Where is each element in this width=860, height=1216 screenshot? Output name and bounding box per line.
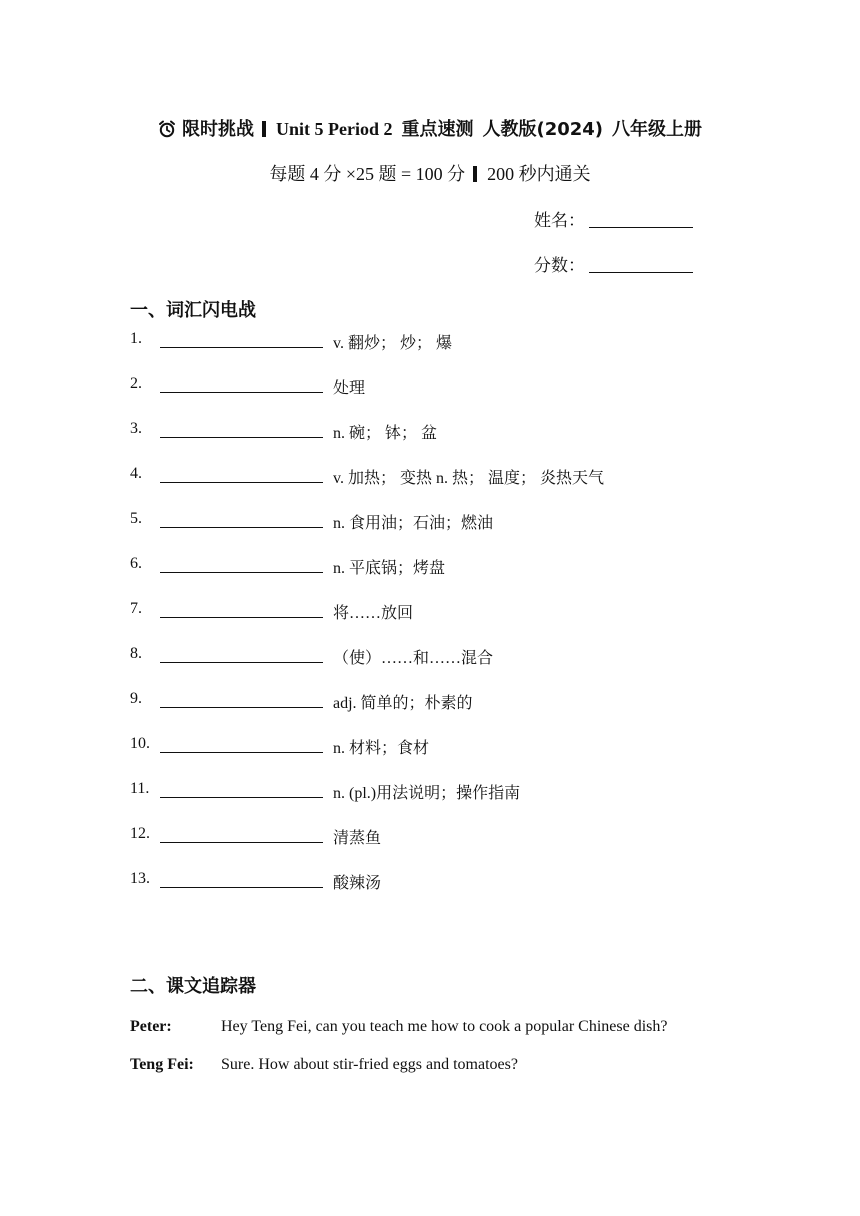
score-label: 分数： — [534, 256, 585, 276]
definition: adj. 简单的；朴素的 — [333, 695, 473, 712]
section-title: 二、课文追踪器 — [130, 976, 256, 997]
definition: n. 食用油；石油；燃油 — [333, 515, 494, 532]
answer-blank[interactable] — [160, 600, 323, 618]
vocab-item — [130, 375, 770, 420]
answer-blank[interactable] — [160, 645, 323, 663]
item-number: 13. — [130, 870, 150, 887]
name-field — [534, 206, 693, 231]
vocab-item — [130, 690, 770, 735]
scoring-rule — [0, 160, 860, 186]
definition: n. 材料；食材 — [333, 740, 430, 757]
item-number: 4. — [130, 465, 142, 482]
vocab-item — [130, 330, 770, 375]
answer-blank[interactable] — [160, 690, 323, 708]
line-text: Hey Teng Fei, can you teach me how to cook a popular Chinese dish? — [221, 1018, 668, 1035]
alarm-clock-icon — [158, 120, 176, 138]
definition: n. 平底锅；烤盘 — [333, 560, 446, 577]
speaker: Peter: — [130, 1018, 172, 1035]
definition: （使）……和……混合 — [333, 650, 494, 667]
unit-label: Unit 5 Period 2 — [275, 119, 393, 139]
vocab-list — [130, 330, 770, 915]
answer-blank[interactable] — [160, 420, 323, 438]
time-limit: 200 秒内通关 — [487, 164, 591, 184]
score-blank[interactable] — [589, 256, 693, 273]
definition: v. 翻炒； 炒； 爆 — [333, 335, 452, 352]
item-number: 9. — [130, 690, 142, 707]
name-blank[interactable] — [589, 211, 693, 228]
definition: n. 碗； 钵； 盆 — [333, 425, 438, 442]
definition: 清蒸鱼 — [333, 830, 382, 847]
answer-blank[interactable] — [160, 510, 323, 528]
answer-blank[interactable] — [160, 465, 323, 483]
line-text: Sure. How about stir-fried eggs and tomatoes? — [221, 1056, 518, 1073]
definition: n. (pl.)用法说明；操作指南 — [333, 785, 521, 802]
separator-bar — [262, 121, 266, 137]
speaker: Teng Fei: — [130, 1056, 194, 1073]
definition: v. 加热； 变热 n. 热； 温度； 炎热天气 — [333, 470, 604, 487]
vocab-item — [130, 870, 770, 915]
vocab-item — [130, 555, 770, 600]
definition: 酸辣汤 — [333, 875, 382, 892]
challenge-label: 限时挑战 — [181, 119, 254, 140]
vocab-item — [130, 465, 770, 510]
vocab-item — [130, 645, 770, 690]
item-number: 1. — [130, 330, 142, 347]
item-number: 12. — [130, 825, 150, 842]
vocab-item — [130, 600, 770, 645]
separator-bar — [473, 166, 477, 182]
vocab-item — [130, 420, 770, 465]
score-field — [534, 251, 693, 276]
worksheet-title — [0, 115, 860, 141]
vocab-item — [130, 825, 770, 870]
rule-text: 每题 4 分 ×25 题 = 100 分 — [269, 164, 466, 184]
name-label: 姓名： — [534, 211, 585, 231]
item-number: 7. — [130, 600, 142, 617]
answer-blank[interactable] — [160, 555, 323, 573]
answer-blank[interactable] — [160, 780, 323, 798]
answer-blank[interactable] — [160, 375, 323, 393]
answer-blank[interactable] — [160, 330, 323, 348]
item-number: 8. — [130, 645, 142, 662]
section-title: 一、词汇闪电战 — [130, 300, 256, 321]
dialogue-line — [130, 1056, 770, 1094]
vocab-item — [130, 780, 770, 825]
item-number: 6. — [130, 555, 142, 572]
answer-blank[interactable] — [160, 825, 323, 843]
item-number: 2. — [130, 375, 142, 392]
item-number: 3. — [130, 420, 142, 437]
test-name: 重点速测 — [401, 119, 474, 140]
edition-label: 人教版(2024) — [482, 119, 604, 140]
item-number: 5. — [130, 510, 142, 527]
definition: 将……放回 — [333, 605, 414, 622]
dialogue — [130, 1018, 770, 1094]
item-number: 11. — [130, 780, 150, 797]
item-number: 10. — [130, 735, 150, 752]
answer-blank[interactable] — [160, 870, 323, 888]
grade-label: 八年级上册 — [612, 119, 703, 140]
vocab-item — [130, 735, 770, 780]
definition: 处理 — [333, 380, 366, 397]
dialogue-line — [130, 1018, 770, 1056]
answer-blank[interactable] — [160, 735, 323, 753]
vocab-item — [130, 510, 770, 555]
